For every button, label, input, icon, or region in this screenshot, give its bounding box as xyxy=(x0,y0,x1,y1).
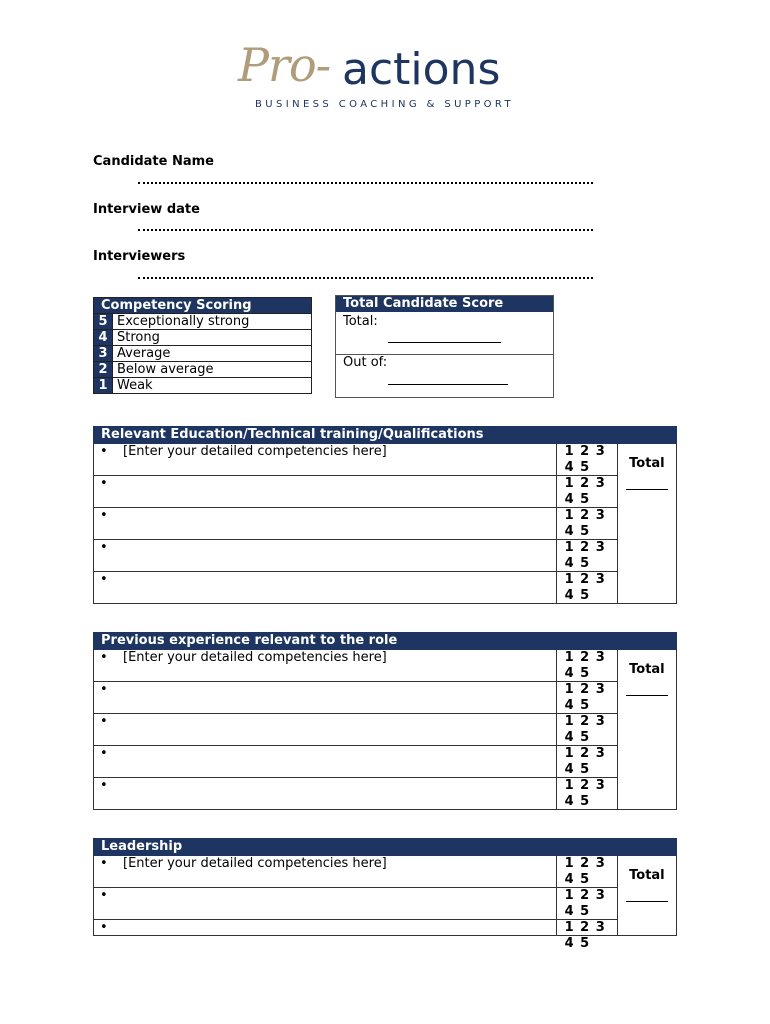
competency-cell[interactable] xyxy=(94,572,557,604)
score-options[interactable]: 1 2 3 4 5 xyxy=(556,888,617,920)
total-input-line[interactable] xyxy=(388,342,501,343)
score-number: 3 xyxy=(94,346,113,362)
bullet-icon: • xyxy=(100,650,108,665)
bullet-icon: • xyxy=(100,572,108,587)
bullet-icon: • xyxy=(100,856,108,871)
score-options[interactable]: 1 2 3 4 5 xyxy=(556,650,617,682)
competency-cell[interactable] xyxy=(94,682,557,714)
competency-cell[interactable] xyxy=(94,714,557,746)
score-options[interactable]: 1 2 3 4 5 xyxy=(556,714,617,746)
total-text: Total xyxy=(629,662,665,677)
competency-cell[interactable] xyxy=(94,888,557,920)
out-of-label: Out of: xyxy=(343,355,388,370)
section-total-cell xyxy=(617,650,676,810)
score-options[interactable]: 1 2 3 4 5 xyxy=(556,682,617,714)
total-text: Total xyxy=(629,868,665,883)
score-options[interactable]: 1 2 3 4 5 xyxy=(556,444,617,476)
section-title: Leadership xyxy=(94,839,677,856)
score-options[interactable]: 1 2 3 4 5 xyxy=(556,778,617,810)
candidate-name-field[interactable] xyxy=(138,178,593,184)
candidate-name-label: Candidate Name xyxy=(93,154,214,169)
score-label: Below average xyxy=(113,362,312,378)
competency-cell[interactable] xyxy=(94,650,557,682)
competency-cell[interactable] xyxy=(94,746,557,778)
score-label: Weak xyxy=(113,378,312,394)
interviewers-label: Interviewers xyxy=(93,249,186,264)
bullet-icon: • xyxy=(100,682,108,697)
interview-date-label: Interview date xyxy=(93,202,200,217)
total-line[interactable] xyxy=(626,901,668,902)
competency-cell[interactable] xyxy=(94,476,557,508)
score-number: 2 xyxy=(94,362,113,378)
score-options[interactable]: 1 2 3 4 5 xyxy=(556,540,617,572)
score-options[interactable]: 1 2 3 4 5 xyxy=(556,508,617,540)
company-logo xyxy=(236,38,536,116)
total-text: Total xyxy=(629,456,665,471)
interviewers-field[interactable] xyxy=(138,273,593,279)
section-title: Relevant Education/Technical training/Qualifications xyxy=(94,427,677,444)
logo-tagline: BUSINESS COACHING & SUPPORT xyxy=(255,99,515,110)
section-education xyxy=(93,426,677,604)
total-line[interactable] xyxy=(626,695,668,696)
score-options[interactable]: 1 2 3 4 5 xyxy=(556,746,617,778)
score-label: Strong xyxy=(113,330,312,346)
score-options[interactable] xyxy=(556,920,617,951)
bullet-icon: • xyxy=(100,778,108,793)
competency-cell[interactable] xyxy=(94,540,557,572)
score-number: 4 xyxy=(94,330,113,346)
score-number: 5 xyxy=(94,314,113,330)
logo-pro-text: Pro- xyxy=(238,38,331,92)
competency-scoring-title: Competency Scoring xyxy=(94,298,312,314)
score-label: Exceptionally strong xyxy=(113,314,312,330)
section-total-cell xyxy=(617,856,676,936)
score-label: Average xyxy=(113,346,312,362)
total-label: Total: xyxy=(343,314,378,329)
section-leadership xyxy=(93,838,677,951)
bullet-icon: • xyxy=(100,714,108,729)
score-number: 1 xyxy=(94,378,113,394)
total-candidate-score-title: Total Candidate Score xyxy=(336,296,553,312)
competency-cell[interactable] xyxy=(94,444,557,476)
competency-cell[interactable] xyxy=(94,856,557,888)
competency-scoring-table xyxy=(93,297,312,394)
competency-text: [Enter your detailed competencies here] xyxy=(123,856,387,871)
bullet-icon: • xyxy=(100,746,108,761)
total-candidate-score-box xyxy=(335,295,554,398)
score-options[interactable]: 1 2 3 4 5 xyxy=(556,476,617,508)
score-options[interactable]: 1 2 3 4 5 xyxy=(556,572,617,604)
bullet-icon: • xyxy=(100,444,108,459)
out-of-input-line[interactable] xyxy=(388,384,508,385)
bullet-icon: • xyxy=(100,920,108,935)
competency-text: [Enter your detailed competencies here] xyxy=(123,650,387,665)
competency-cell[interactable] xyxy=(94,920,557,936)
section-title: Previous experience relevant to the role xyxy=(94,633,677,650)
bullet-icon: • xyxy=(100,476,108,491)
logo-actions-text: actions xyxy=(342,44,501,95)
score-options-text: 1 2 3 4 5 xyxy=(564,920,606,951)
section-experience xyxy=(93,632,677,810)
competency-text: [Enter your detailed competencies here] xyxy=(123,444,387,459)
section-total-cell xyxy=(617,444,676,604)
interview-date-field[interactable] xyxy=(138,225,593,231)
competency-cell[interactable] xyxy=(94,778,557,810)
competency-cell[interactable] xyxy=(94,508,557,540)
total-line[interactable] xyxy=(626,489,668,490)
bullet-icon: • xyxy=(100,540,108,555)
bullet-icon: • xyxy=(100,508,108,523)
bullet-icon: • xyxy=(100,888,108,903)
score-options[interactable]: 1 2 3 4 5 xyxy=(556,856,617,888)
